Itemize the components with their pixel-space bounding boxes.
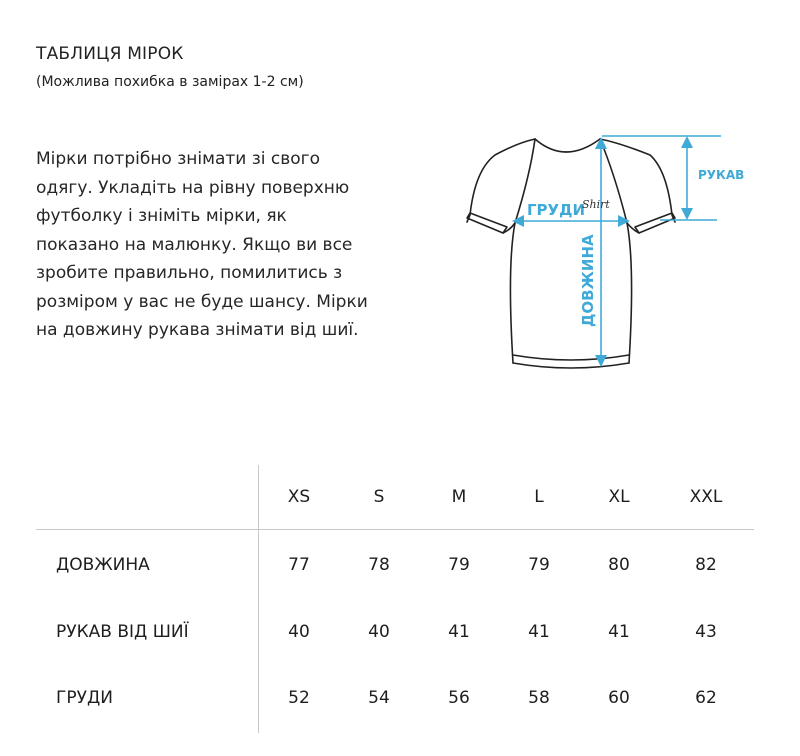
table-cell: 77 <box>288 555 310 575</box>
instructions-line: одягу. Укладіть на рівну поверхню <box>36 177 350 198</box>
instructions-line: розміром у вас не буде шансу. Мірки <box>36 291 368 312</box>
instructions-text <box>36 145 406 345</box>
size-header-xs: XS <box>287 487 311 507</box>
table-cell: 41 <box>528 622 550 642</box>
table-cell: 52 <box>288 688 310 708</box>
instructions-line: зробите правильно, помилитись з <box>36 263 343 283</box>
tshirt-outline <box>467 139 675 368</box>
instructions-line: показано на малюнку. Якщо ви все <box>36 234 353 255</box>
table-cell: 78 <box>368 555 390 575</box>
table-cell: 79 <box>528 555 550 575</box>
size-header-m: M <box>451 487 467 507</box>
table-cell: 54 <box>368 688 390 708</box>
measurement-lines <box>512 136 721 367</box>
instructions-line: на довжину рукава знімати від шиї. <box>36 320 359 340</box>
row-label-sleeve: РУКАВ ВІД ШИЇ <box>56 622 189 642</box>
table-cell: 40 <box>368 622 390 642</box>
sleeve-arrow-head-top <box>681 136 693 148</box>
table-header-divider <box>36 529 754 530</box>
table-vertical-divider <box>258 465 259 733</box>
table-cell: 60 <box>608 688 630 708</box>
page-title: ТАБЛИЦЯ МІРОК <box>36 44 184 64</box>
row-label-length: ДОВЖИНА <box>56 555 150 575</box>
sleeve-label: РУКАВ <box>698 168 745 182</box>
shirt-logo: Shirt <box>582 198 610 211</box>
table-cell: 79 <box>448 555 470 575</box>
instructions-line: футболку і зніміть мірки, як <box>36 206 287 226</box>
length-label: ДОВЖИНА <box>579 234 597 327</box>
sleeve-arrow-head-bottom <box>681 208 693 220</box>
chest-label: ГРУДИ <box>527 201 586 219</box>
page-subtitle: (Можлива похибка в замірах 1-2 см) <box>36 74 304 90</box>
size-header-s: S <box>373 487 385 507</box>
size-header-xxl: XXL <box>689 487 723 507</box>
table-cell: 62 <box>695 688 717 708</box>
table-cell: 82 <box>695 555 717 575</box>
table-cell: 58 <box>528 688 550 708</box>
table-cell: 80 <box>608 555 630 575</box>
size-table <box>36 465 754 733</box>
row-label-chest: ГРУДИ <box>56 688 113 708</box>
size-header-l: L <box>534 487 544 507</box>
table-cell: 56 <box>448 688 470 708</box>
table-cell: 40 <box>288 622 310 642</box>
length-arrow-head-top <box>595 137 607 149</box>
length-arrow-head-bottom <box>595 355 607 367</box>
table-cell: 41 <box>608 622 630 642</box>
size-header-xl: XL <box>608 487 630 507</box>
table-cell: 43 <box>695 622 717 642</box>
tshirt-measurement-diagram <box>455 115 755 385</box>
instructions-line: Мірки потрібно знімати зі свого <box>36 149 320 169</box>
table-cell: 41 <box>448 622 470 642</box>
